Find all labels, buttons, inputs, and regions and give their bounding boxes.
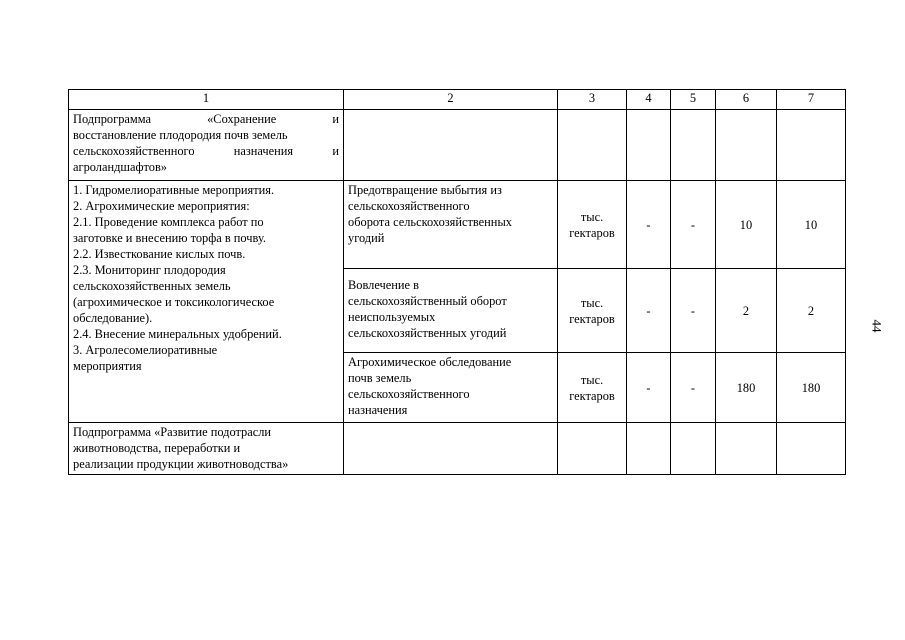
unit-cell — [558, 353, 627, 423]
empty-cell — [344, 110, 558, 181]
unit-line: гектаров — [569, 388, 615, 403]
empty-cell — [716, 110, 777, 181]
measure-item: сельскохозяйственных земель — [73, 279, 231, 293]
value-col-4: - — [627, 269, 671, 353]
measures-list — [69, 181, 344, 423]
indicator-line: назначения — [348, 403, 408, 417]
value-col-4: - — [627, 181, 671, 269]
unit-line: тыс. — [580, 372, 604, 387]
indicator-name — [344, 353, 558, 423]
indicator-line: Вовлечение в — [348, 278, 419, 292]
header-row — [69, 90, 846, 110]
indicator-name — [344, 181, 558, 269]
empty-cell — [777, 423, 846, 475]
header-col-5: 5 — [671, 90, 716, 110]
value-col-6: 180 — [716, 353, 777, 423]
value-col-6: 10 — [716, 181, 777, 269]
subprogram-row-livestock — [69, 423, 846, 475]
empty-cell — [558, 110, 627, 181]
indicator-line: Предотвращение выбытия из — [348, 183, 502, 197]
indicator-line: сельскохозяйственный оборот — [348, 294, 507, 308]
measure-item: мероприятия — [73, 359, 142, 373]
empty-cell — [671, 110, 716, 181]
measure-item: 2.2. Известкование кислых почв. — [73, 247, 246, 261]
subprogram-title-line: реализации продукции животноводства» — [73, 457, 289, 471]
measure-item: обследование). — [73, 311, 153, 325]
subprogram-title-line: животноводства, переработки и — [73, 441, 241, 455]
measure-item: заготовке и внесению торфа в почву. — [73, 231, 267, 245]
value-col-6: 2 — [716, 269, 777, 353]
header-col-6: 6 — [716, 90, 777, 110]
subprogram-title-livestock — [69, 423, 344, 475]
unit-line: тыс. — [580, 295, 604, 310]
empty-cell — [344, 423, 558, 475]
measure-item: 2.3. Мониторинг плодородия — [73, 263, 226, 277]
subprogram-title-line: восстановление плодородия почв земель — [73, 128, 288, 142]
indicator-name — [344, 269, 558, 353]
header-col-2: 2 — [344, 90, 558, 110]
value-col-7: 10 — [777, 181, 846, 269]
subprogram-title-line: Подпрограмма «Сохранение и — [73, 112, 339, 126]
empty-cell — [627, 423, 671, 475]
program-table — [68, 89, 846, 475]
value-col-4: - — [627, 353, 671, 423]
value-col-5: - — [671, 269, 716, 353]
empty-cell — [558, 423, 627, 475]
indicator-line: сельскохозяйственного — [348, 387, 470, 401]
unit-cell — [558, 181, 627, 269]
measure-item: 3. Агролесомелиоративные — [73, 343, 218, 357]
empty-cell — [671, 423, 716, 475]
measure-item: 2.1. Проведение комплекса работ по — [73, 215, 264, 229]
empty-cell — [627, 110, 671, 181]
header-col-7: 7 — [777, 90, 846, 110]
subprogram-title-line: агроландшафтов» — [73, 160, 167, 174]
value-col-5: - — [671, 181, 716, 269]
empty-cell — [716, 423, 777, 475]
subprogram-title-line: сельскохозяйственного назначения и — [73, 144, 339, 158]
indicator-line: неиспользуемых — [348, 310, 436, 324]
empty-cell — [777, 110, 846, 181]
unit-line: гектаров — [569, 311, 615, 326]
unit-line: тыс. — [580, 209, 604, 224]
measure-item: 2.4. Внесение минеральных удобрений. — [73, 327, 282, 341]
header-col-1: 1 — [69, 90, 344, 110]
measure-item: 1. Гидромелиоративные мероприятия. — [73, 183, 275, 197]
indicator-line: сельскохозяйственного — [348, 199, 470, 213]
indicator-line: оборота сельскохозяйственных — [348, 215, 512, 229]
indicator-line: угодий — [348, 231, 385, 245]
page-number: 44 — [869, 319, 885, 333]
indicator-line: сельскохозяйственных угодий — [348, 326, 507, 340]
indicator-line: почв земель — [348, 371, 412, 385]
indicator-row — [69, 181, 846, 269]
indicator-line: Агрохимическое обследование — [348, 355, 512, 369]
unit-cell — [558, 269, 627, 353]
header-col-4: 4 — [627, 90, 671, 110]
value-col-7: 180 — [777, 353, 846, 423]
unit-line: гектаров — [569, 225, 615, 240]
subprogram-row-soil — [69, 110, 846, 181]
value-col-5: - — [671, 353, 716, 423]
header-col-3: 3 — [558, 90, 627, 110]
measure-item: (агрохимическое и токсикологическое — [73, 295, 275, 309]
value-col-7: 2 — [777, 269, 846, 353]
measure-item: 2. Агрохимические мероприятия: — [73, 199, 250, 213]
subprogram-title-line: Подпрограмма «Развитие подотрасли — [73, 425, 272, 439]
subprogram-title-soil — [69, 110, 344, 181]
